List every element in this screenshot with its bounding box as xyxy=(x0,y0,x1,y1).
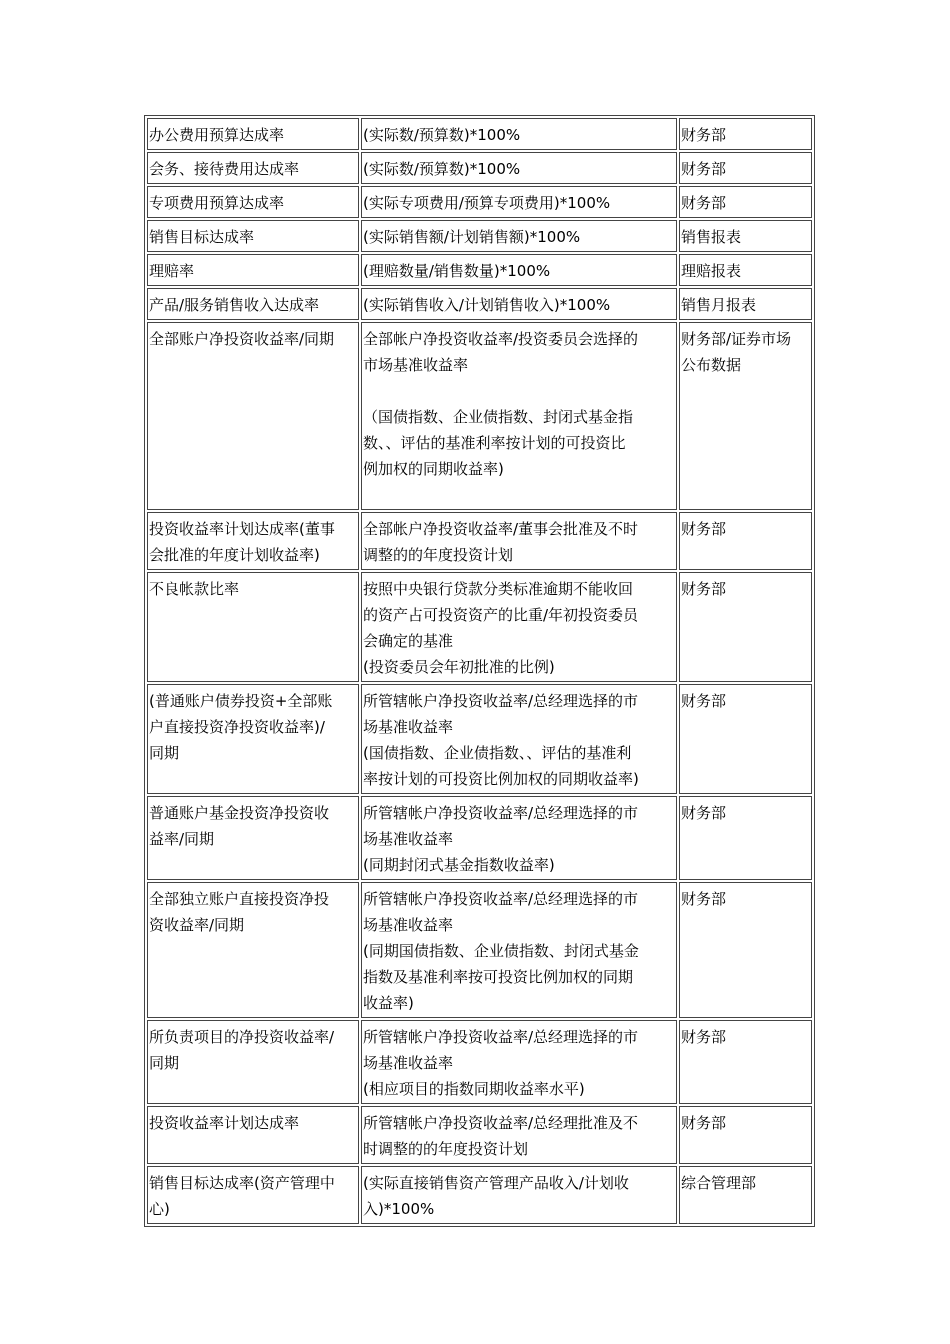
cell-text-line: 普通账户基金投资净投资收 xyxy=(149,804,330,822)
cell-text-line: 例加权的同期收益率) xyxy=(363,460,504,478)
data-source-cell xyxy=(679,288,812,320)
cell-text-line: 会批准的年度计划收益率) xyxy=(149,546,320,564)
cell-text-line: 财务部 xyxy=(681,890,727,908)
indicator-name-cell xyxy=(147,186,359,218)
table-row xyxy=(147,512,812,570)
cell-text-line: 指数及基准利率按可投资比例加权的同期 xyxy=(363,968,634,986)
cell-text-line: 数、、评估的基准利率按计划的可投资比 xyxy=(363,434,626,452)
cell-text-line: 同期 xyxy=(149,744,180,762)
cell-text-line: 财务部 xyxy=(681,160,727,178)
data-source-cell xyxy=(679,118,812,150)
indicator-name-cell xyxy=(147,220,359,252)
cell-text-line: 财务部 xyxy=(681,126,727,144)
data-source-cell xyxy=(679,512,812,570)
data-source-cell xyxy=(679,152,812,184)
table-row xyxy=(147,220,812,252)
indicator-name-cell xyxy=(147,1166,359,1224)
cell-text-line: 的资产占可投资资产的比重/年初投资委员 xyxy=(363,606,639,624)
cell-text-line: 入)*100% xyxy=(363,1200,435,1218)
data-source-cell xyxy=(679,1166,812,1224)
cell-text-line: 所负责项目的净投资收益率/ xyxy=(149,1028,335,1046)
indicator-name-cell xyxy=(147,572,359,682)
cell-text-line: (实际专项费用/预算专项费用)*100% xyxy=(363,194,611,212)
table-row xyxy=(147,1106,812,1164)
cell-text-line: 所管辖帐户净投资收益率/总经理选择的市 xyxy=(363,1028,639,1046)
cell-text-line: 综合管理部 xyxy=(681,1174,757,1192)
cell-text-line: 理赔报表 xyxy=(681,262,742,280)
cell-text-line: 全部帐户净投资收益率/投资委员会选择的 xyxy=(363,330,639,348)
cell-text-line: 时调整的的年度投资计划 xyxy=(363,1140,529,1158)
table-row xyxy=(147,572,812,682)
cell-text-line: 所管辖帐户净投资收益率/总经理选择的市 xyxy=(363,692,639,710)
cell-text-line: (实际数/预算数)*100% xyxy=(363,126,521,144)
cell-text-line: 销售月报表 xyxy=(681,296,757,314)
cell-text-line: 销售目标达成率 xyxy=(149,228,255,246)
cell-text-line: 公布数据 xyxy=(681,356,742,374)
table-row xyxy=(147,882,812,1018)
cell-text-line: (理赔数量/销售数量)*100% xyxy=(363,262,551,280)
data-source-cell xyxy=(679,1020,812,1104)
indicator-name-cell xyxy=(147,322,359,510)
cell-text-line: 产品/服务销售收入达成率 xyxy=(149,296,320,314)
cell-text-line: 会确定的基准 xyxy=(363,632,454,650)
cell-text-line: 财务部 xyxy=(681,1028,727,1046)
data-source-cell xyxy=(679,572,812,682)
indicator-name-cell xyxy=(147,1020,359,1104)
cell-text-line: (相应项目的指数同期收益率水平) xyxy=(363,1080,585,1098)
indicator-name-cell xyxy=(147,512,359,570)
cell-text-line: 益率/同期 xyxy=(149,830,215,848)
formula-cell xyxy=(361,572,677,682)
table-row xyxy=(147,684,812,794)
cell-text-line: 同期 xyxy=(149,1054,180,1072)
cell-text-line: 全部帐户净投资收益率/董事会批准及不时 xyxy=(363,520,639,538)
cell-text-line: 调整的的年度投资计划 xyxy=(363,546,514,564)
indicator-name-cell xyxy=(147,1106,359,1164)
formula-cell xyxy=(361,220,677,252)
cell-text-line: 心) xyxy=(149,1200,170,1218)
cell-text-line: 财务部 xyxy=(681,804,727,822)
indicator-name-cell xyxy=(147,152,359,184)
formula-cell xyxy=(361,118,677,150)
table-row xyxy=(147,796,812,880)
formula-cell xyxy=(361,1106,677,1164)
cell-text-line: 投资收益率计划达成率 xyxy=(149,1114,300,1132)
formula-cell xyxy=(361,254,677,286)
cell-text-line: 专项费用预算达成率 xyxy=(149,194,285,212)
cell-text-line: 所管辖帐户净投资收益率/总经理选择的市 xyxy=(363,804,639,822)
formula-cell xyxy=(361,684,677,794)
cell-text-line: (国债指数、企业债指数、、评估的基准利 xyxy=(363,744,632,762)
cell-text-line: (同期封闭式基金指数收益率) xyxy=(363,856,555,874)
cell-text-line: 财务部 xyxy=(681,580,727,598)
cell-text-line: (实际直接销售资产管理产品收入/计划收 xyxy=(363,1174,629,1192)
cell-text-line: 资收益率/同期 xyxy=(149,916,245,934)
formula-cell xyxy=(361,512,677,570)
data-source-cell xyxy=(679,220,812,252)
formula-cell xyxy=(361,1166,677,1224)
cell-text-line: (同期国债指数、企业债指数、封闭式基金 xyxy=(363,942,639,960)
table-row xyxy=(147,186,812,218)
data-source-cell xyxy=(679,254,812,286)
cell-text-line xyxy=(363,482,675,508)
formula-cell xyxy=(361,152,677,184)
indicator-name-cell xyxy=(147,796,359,880)
formula-cell xyxy=(361,1020,677,1104)
cell-text-line: 财务部 xyxy=(681,520,727,538)
cell-text-line: 按照中央银行贷款分类标准逾期不能收回 xyxy=(363,580,634,598)
kpi-table-body xyxy=(147,118,812,1224)
cell-text-line: 场基准收益率 xyxy=(363,916,454,934)
cell-text-line: (实际销售收入/计划销售收入)*100% xyxy=(363,296,611,314)
cell-text-line: 全部账户净投资收益率/同期 xyxy=(149,330,335,348)
cell-text-line: (投资委员会年初批准的比例) xyxy=(363,658,555,676)
indicator-name-cell xyxy=(147,118,359,150)
cell-text-line: (实际数/预算数)*100% xyxy=(363,160,521,178)
table-row xyxy=(147,152,812,184)
cell-text-line: (实际销售额/计划销售额)*100% xyxy=(363,228,581,246)
cell-text-line: 户直接投资净投资收益率)/ xyxy=(149,718,325,736)
formula-cell xyxy=(361,322,677,510)
cell-text-line: 财务部/证券市场 xyxy=(681,330,792,348)
cell-text-line: 全部独立账户直接投资净投 xyxy=(149,890,330,908)
data-source-cell xyxy=(679,186,812,218)
cell-text-line: 率按计划的可投资比例加权的同期收益率) xyxy=(363,770,639,788)
cell-text-line: 财务部 xyxy=(681,194,727,212)
data-source-cell xyxy=(679,796,812,880)
kpi-table xyxy=(144,115,815,1227)
cell-text-line: 财务部 xyxy=(681,1114,727,1132)
table-row xyxy=(147,1166,812,1224)
cell-text-line: 所管辖帐户净投资收益率/总经理选择的市 xyxy=(363,890,639,908)
cell-text-line: 理赔率 xyxy=(149,262,195,280)
indicator-name-cell xyxy=(147,254,359,286)
table-row xyxy=(147,288,812,320)
cell-text-line: 不良帐款比率 xyxy=(149,580,240,598)
data-source-cell xyxy=(679,1106,812,1164)
table-row xyxy=(147,322,812,510)
cell-text-line: 销售报表 xyxy=(681,228,742,246)
cell-text-line: （国债指数、企业债指数、封闭式基金指 xyxy=(363,408,634,426)
cell-text-line xyxy=(363,378,675,404)
cell-text-line: 场基准收益率 xyxy=(363,830,454,848)
data-source-cell xyxy=(679,684,812,794)
cell-text-line: 所管辖帐户净投资收益率/总经理批准及不 xyxy=(363,1114,639,1132)
cell-text-line: 财务部 xyxy=(681,692,727,710)
cell-text-line: 投资收益率计划达成率(董事 xyxy=(149,520,335,538)
cell-text-line: 收益率) xyxy=(363,994,414,1012)
cell-text-line: 销售目标达成率(资产管理中 xyxy=(149,1174,335,1192)
formula-cell xyxy=(361,796,677,880)
table-row xyxy=(147,1020,812,1104)
cell-text-line: 办公费用预算达成率 xyxy=(149,126,285,144)
table-row xyxy=(147,254,812,286)
cell-text-line: 场基准收益率 xyxy=(363,718,454,736)
formula-cell xyxy=(361,882,677,1018)
data-source-cell xyxy=(679,322,812,510)
cell-text-line: (普通账户债券投资+全部账 xyxy=(149,692,333,710)
table-row xyxy=(147,118,812,150)
cell-text-line: 市场基准收益率 xyxy=(363,356,469,374)
indicator-name-cell xyxy=(147,882,359,1018)
indicator-name-cell xyxy=(147,288,359,320)
formula-cell xyxy=(361,186,677,218)
formula-cell xyxy=(361,288,677,320)
indicator-name-cell xyxy=(147,684,359,794)
data-source-cell xyxy=(679,882,812,1018)
cell-text-line: 会务、接待费用达成率 xyxy=(149,160,300,178)
cell-text-line: 场基准收益率 xyxy=(363,1054,454,1072)
